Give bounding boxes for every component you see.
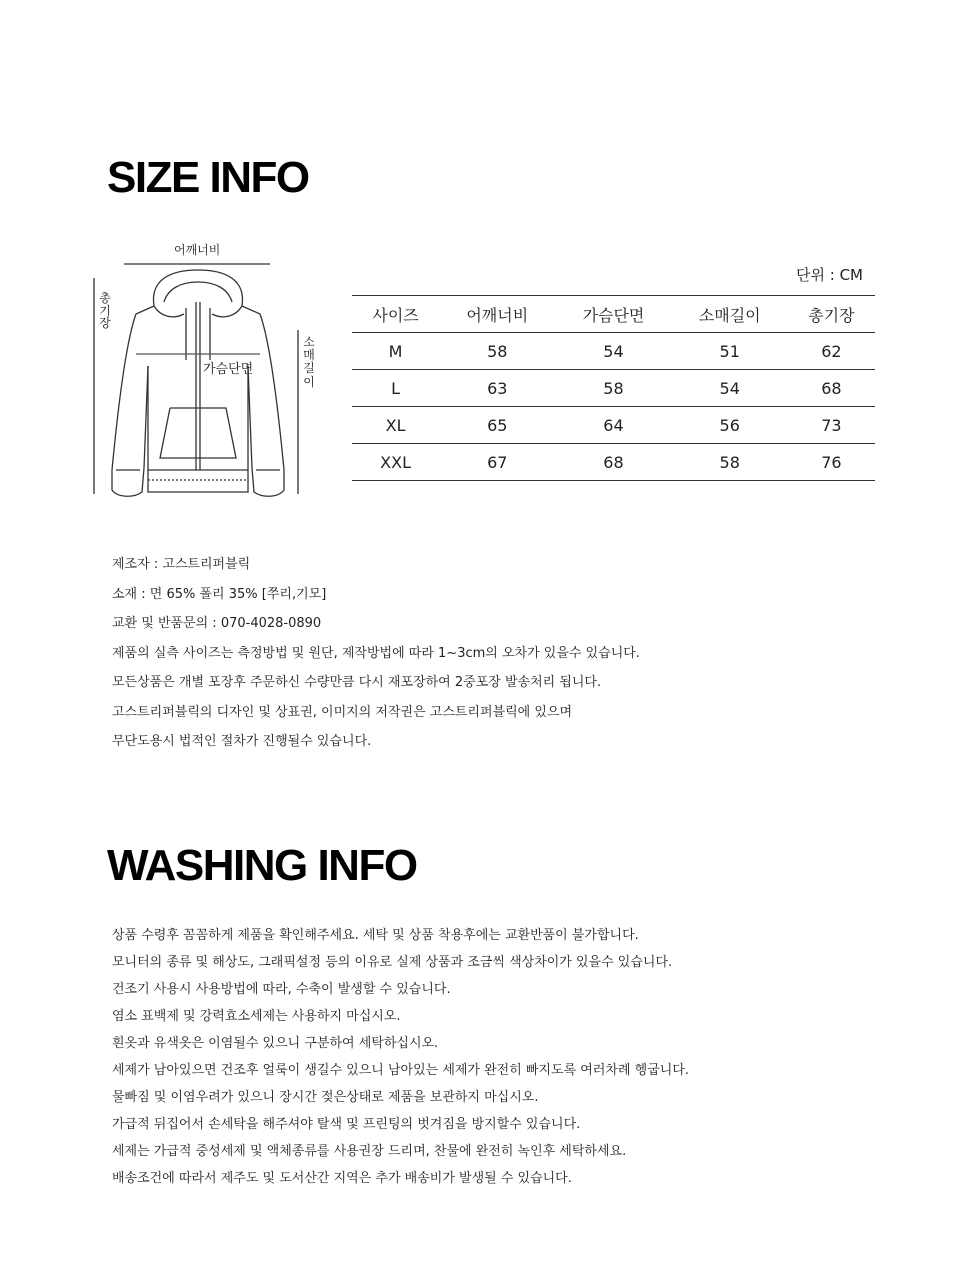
note-line: 가급적 뒤집어서 손세탁을 해주셔야 탈색 및 프린팅의 벗겨짐을 방지할수 있습니다. — [112, 1117, 581, 1132]
header-size: 사이즈 — [352, 296, 439, 333]
note-line: 소재 : 면 65% 폴리 35% [쭈리,기모] — [112, 586, 327, 602]
table-row — [352, 407, 875, 444]
shoulder-label: 어깨너비 — [174, 243, 221, 257]
note-line: 교환 및 반품문의 : 070-4028-0890 — [112, 616, 322, 631]
size-info-title: SIZE INFO — [107, 153, 309, 202]
note-line: 흰옷과 유색옷은 이염될수 있으니 구분하여 세탁하십시오. — [112, 1036, 439, 1051]
table-cell: 56 — [672, 407, 788, 444]
note-line: 세제는 가급적 중성세제 및 액체종류를 사용권장 드리며, 찬물에 완전히 녹인후 세탁하세요. — [112, 1144, 627, 1159]
table-cell: L — [352, 370, 439, 407]
table-cell: 67 — [439, 444, 555, 481]
table-cell: 54 — [672, 370, 788, 407]
table-cell: 63 — [439, 370, 555, 407]
table-cell: 68 — [555, 444, 671, 481]
washing-info-title: WASHING INFO — [107, 841, 417, 890]
table-cell: 62 — [788, 333, 875, 370]
table-row — [352, 333, 875, 370]
note-line: 모니터의 종류 및 해상도, 그래픽설정 등의 이유로 실제 상품과 조금씩 색상차이가 있을수 있습니다. — [112, 955, 673, 970]
table-cell: 58 — [555, 370, 671, 407]
note-line: 무단도용시 법적인 절차가 진행될수 있습니다. — [112, 734, 372, 749]
table-cell: 68 — [788, 370, 875, 407]
table-cell: 51 — [672, 333, 788, 370]
note-line: 염소 표백제 및 강력효소세제는 사용하지 마십시오. — [112, 1009, 401, 1024]
chest-label: 가슴단면 — [203, 362, 254, 377]
table-cell: M — [352, 333, 439, 370]
note-line: 건조기 사용시 사용방법에 따라, 수축이 발생할 수 있습니다. — [112, 982, 451, 997]
table-cell: 76 — [788, 444, 875, 481]
note-line: 배송조건에 따라서 제주도 및 도서산간 지역은 추가 배송비가 발생될 수 있습니다. — [112, 1171, 572, 1186]
note-line: 물빠짐 및 이염우려가 있으니 장시간 젖은상태로 제품을 보관하지 마십시오. — [112, 1090, 539, 1105]
total-length-label: 총기장 — [99, 291, 111, 331]
unit-label: 단위 : CM — [796, 266, 863, 284]
table-cell: XL — [352, 407, 439, 444]
header-shoulder: 어깨너비 — [439, 296, 555, 333]
size-table-header-row — [352, 296, 875, 333]
sleeve-label: 소매길이 — [303, 335, 315, 389]
table-cell: 64 — [555, 407, 671, 444]
note-line: 세제가 남아있으면 건조후 얼룩이 생길수 있으니 남아있는 세제가 완전히 빠지도록 여러차례 헹굽니다. — [112, 1063, 690, 1078]
note-line: 모든상품은 개별 포장후 주문하신 수량만큼 다시 재포장하여 2중포장 발송처리 됩니다. — [112, 675, 602, 690]
table-row — [352, 444, 875, 481]
table-cell: XXL — [352, 444, 439, 481]
size-notes — [112, 550, 640, 757]
note-line: 고스트리퍼블릭의 디자인 및 상표권, 이미지의 저작권은 고스트리퍼블릭에 있으며 — [112, 704, 573, 720]
table-cell: 58 — [672, 444, 788, 481]
hoodie-diagram — [88, 236, 328, 506]
note-line: 제품의 실측 사이즈는 측정방법 및 원단, 제작방법에 따라 1~3cm의 오차가 있을수 있습니다. — [112, 645, 640, 661]
table-cell: 58 — [439, 333, 555, 370]
note-line: 제조자 : 고스트리퍼블릭 — [112, 557, 251, 572]
table-row — [352, 370, 875, 407]
header-total-length: 총기장 — [788, 296, 875, 333]
table-cell: 54 — [555, 333, 671, 370]
size-table — [352, 295, 875, 481]
note-line: 상품 수령후 꼼꼼하게 제품을 확인해주세요. 세탁 및 상품 착용후에는 교환반품이 불가합니다. — [112, 928, 639, 943]
header-sleeve: 소매길이 — [672, 296, 788, 333]
header-chest: 가슴단면 — [555, 296, 671, 333]
washing-notes — [112, 922, 689, 1192]
table-cell: 65 — [439, 407, 555, 444]
table-cell: 73 — [788, 407, 875, 444]
